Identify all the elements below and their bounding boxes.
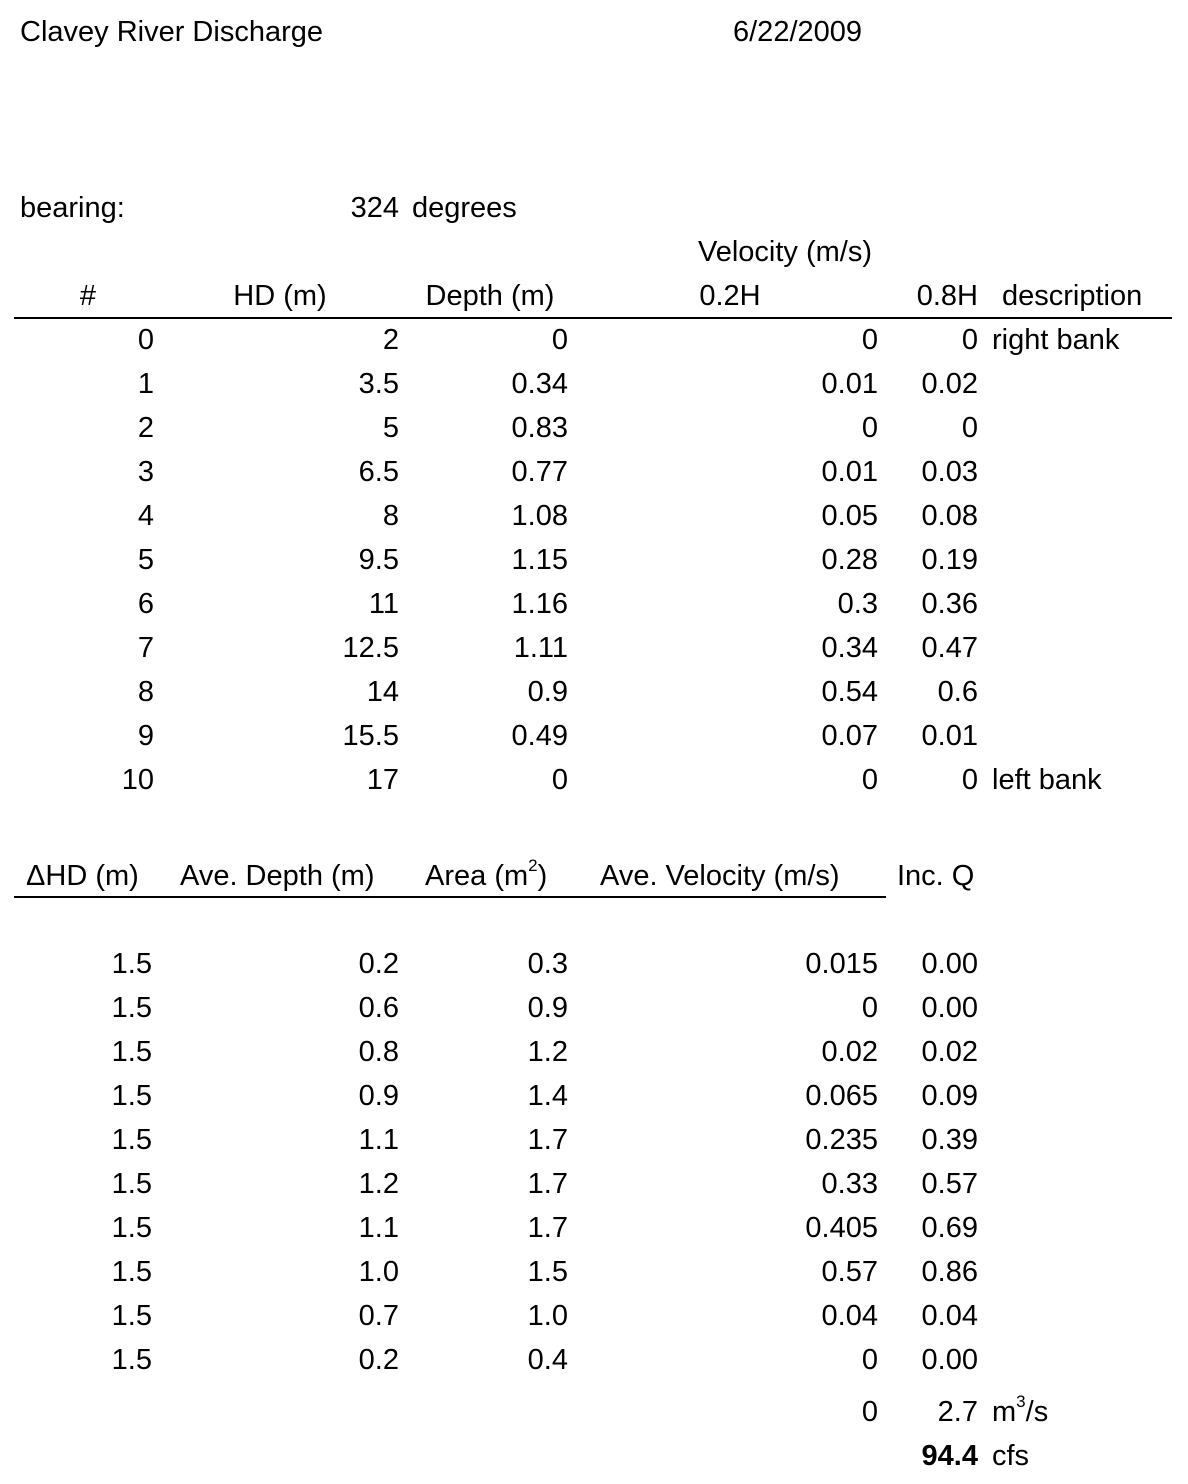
bearing-value: 324 <box>350 192 399 224</box>
cell-depth: 0.83 <box>511 412 568 444</box>
table2-header-row <box>0 854 1188 898</box>
cell-area: 1.4 <box>527 1080 568 1112</box>
col-header-dhd: ΔHD (m) <box>26 860 139 892</box>
cell-dhd: 1.5 <box>111 948 152 980</box>
table-row <box>0 406 1188 450</box>
cell-depth: 1.11 <box>513 632 568 664</box>
cell-v08: 0 <box>961 412 978 444</box>
cell-inc-q: 0.04 <box>921 1300 978 1332</box>
bearing-unit: degrees <box>412 192 517 224</box>
col-header-v08: 0.8H <box>916 280 978 312</box>
total-q-metric-unit-tail: /s <box>1025 1396 1049 1428</box>
cell-avg-depth: 1.2 <box>358 1168 399 1200</box>
cell-hd: 15.5 <box>342 720 399 752</box>
cell-num: 0 <box>137 324 154 356</box>
cell-v08: 0 <box>961 324 978 356</box>
table-row <box>0 1206 1188 1250</box>
cell-desc: right bank <box>992 324 1120 356</box>
col-header-area-close: ) <box>537 860 548 892</box>
cell-avg-depth: 0.2 <box>358 1344 399 1376</box>
table-row <box>0 494 1188 538</box>
cell-num: 7 <box>137 632 154 664</box>
cell-dhd: 1.5 <box>111 1036 152 1068</box>
cell-area: 1.0 <box>527 1300 568 1332</box>
table-row <box>0 1338 1188 1382</box>
cell-num: 10 <box>121 764 154 796</box>
cell-num: 4 <box>137 500 154 532</box>
cell-inc-q: 0.86 <box>921 1256 978 1288</box>
cell-hd: 6.5 <box>358 456 399 488</box>
cell-area: 1.2 <box>527 1036 568 1068</box>
cell-dhd: 1.5 <box>111 1168 152 1200</box>
cell-num: 8 <box>137 676 154 708</box>
cell-hd: 12.5 <box>342 632 399 664</box>
cell-num: 1 <box>137 368 154 400</box>
cell-inc-q: 0.00 <box>921 948 978 980</box>
table-row <box>0 538 1188 582</box>
table-row <box>0 1118 1188 1162</box>
cell-desc: left bank <box>992 764 1102 796</box>
cell-inc-q: 0.00 <box>921 992 978 1024</box>
col-header-area-sup: 2 <box>528 856 538 876</box>
cell-num: 9 <box>137 720 154 752</box>
table-row <box>0 986 1188 1030</box>
cell-hd: 9.5 <box>358 544 399 576</box>
col-header-area-text: Area (m <box>425 860 529 892</box>
col-header-inc-q: Inc. Q <box>897 860 975 892</box>
total-avg-vel: 0 <box>861 1396 878 1428</box>
cell-avg-depth: 1.1 <box>358 1212 399 1244</box>
col-header-area <box>425 854 547 898</box>
cell-v02: 0.54 <box>821 676 878 708</box>
totals-row-cfs <box>0 1434 1188 1478</box>
velocity-group-header: Velocity (m/s) <box>697 236 873 268</box>
cell-depth: 0 <box>551 764 568 796</box>
table-row <box>0 1250 1188 1294</box>
total-q-metric: 2.7 <box>937 1396 978 1428</box>
cell-inc-q: 0.69 <box>921 1212 978 1244</box>
cell-v08: 0.47 <box>921 632 978 664</box>
cell-v08: 0.19 <box>921 544 978 576</box>
cell-avg-vel: 0.33 <box>821 1168 878 1200</box>
table-row <box>0 626 1188 670</box>
cell-area: 0.4 <box>527 1344 568 1376</box>
cell-v02: 0.01 <box>821 368 878 400</box>
cell-hd: 11 <box>368 588 399 620</box>
cell-dhd: 1.5 <box>111 1080 152 1112</box>
cell-inc-q: 0.00 <box>921 1344 978 1376</box>
col-header-avg-depth: Ave. Depth (m) <box>180 860 375 892</box>
cell-inc-q: 0.09 <box>921 1080 978 1112</box>
cell-v08: 0.01 <box>921 720 978 752</box>
cell-dhd: 1.5 <box>111 1124 152 1156</box>
cell-hd: 5 <box>382 412 399 444</box>
cell-avg-vel: 0.015 <box>805 948 878 980</box>
cell-avg-depth: 0.9 <box>358 1080 399 1112</box>
cell-v08: 0 <box>961 764 978 796</box>
table-row <box>0 1294 1188 1338</box>
cell-v02: 0.34 <box>821 632 878 664</box>
cell-avg-vel: 0.405 <box>805 1212 878 1244</box>
table-row <box>0 1030 1188 1074</box>
cell-v08: 0.02 <box>921 368 978 400</box>
cell-depth: 1.15 <box>511 544 568 576</box>
cell-dhd: 1.5 <box>111 992 152 1024</box>
document-title: Clavey River Discharge <box>20 16 323 48</box>
cell-avg-vel: 0.065 <box>805 1080 878 1112</box>
cell-v08: 0.36 <box>921 588 978 620</box>
cell-hd: 14 <box>366 676 399 708</box>
col-header-v02: 0.2H <box>699 280 761 312</box>
cell-inc-q: 0.39 <box>921 1124 978 1156</box>
cell-num: 5 <box>137 544 154 576</box>
cell-v02: 0.3 <box>837 588 878 620</box>
cell-dhd: 1.5 <box>111 1256 152 1288</box>
cell-area: 1.7 <box>527 1168 568 1200</box>
cell-avg-vel: 0.04 <box>821 1300 878 1332</box>
cell-v02: 0 <box>861 764 878 796</box>
cell-depth: 0.77 <box>511 456 568 488</box>
cell-v02: 0.05 <box>821 500 878 532</box>
cell-dhd: 1.5 <box>111 1212 152 1244</box>
cell-v08: 0.6 <box>937 676 978 708</box>
cell-area: 1.7 <box>527 1124 568 1156</box>
cell-depth: 0.49 <box>511 720 568 752</box>
cell-avg-depth: 0.8 <box>358 1036 399 1068</box>
cell-depth: 1.16 <box>511 588 568 620</box>
cell-hd: 3.5 <box>358 368 399 400</box>
cell-num: 2 <box>137 412 154 444</box>
cell-v02: 0.07 <box>821 720 878 752</box>
cell-depth: 0 <box>551 324 568 356</box>
cell-avg-vel: 0.02 <box>821 1036 878 1068</box>
cell-dhd: 1.5 <box>111 1300 152 1332</box>
cell-v08: 0.08 <box>921 500 978 532</box>
cell-num: 6 <box>137 588 154 620</box>
cell-area: 0.3 <box>527 948 568 980</box>
cell-avg-vel: 0.235 <box>805 1124 878 1156</box>
cell-hd: 17 <box>366 764 399 796</box>
table-row <box>0 1074 1188 1118</box>
total-q-cfs: 94.4 <box>921 1440 978 1472</box>
col-header-hd: HD (m) <box>233 280 327 312</box>
col-header-num: # <box>79 280 97 312</box>
cell-avg-vel: 0 <box>861 992 878 1024</box>
cell-inc-q: 0.57 <box>921 1168 978 1200</box>
cell-avg-depth: 0.6 <box>358 992 399 1024</box>
table-row <box>0 582 1188 626</box>
cell-v02: 0.28 <box>821 544 878 576</box>
total-q-cfs-unit: cfs <box>992 1440 1030 1472</box>
table-row <box>0 942 1188 986</box>
cell-inc-q: 0.02 <box>921 1036 978 1068</box>
table-row <box>0 318 1188 362</box>
table-row <box>0 714 1188 758</box>
cell-avg-depth: 0.2 <box>358 948 399 980</box>
cell-v02: 0.01 <box>821 456 878 488</box>
total-q-metric-unit-m: m <box>992 1396 1017 1428</box>
total-q-metric-unit-sup: 3 <box>1016 1392 1026 1412</box>
cell-area: 0.9 <box>527 992 568 1024</box>
total-q-metric-unit <box>992 1390 1048 1434</box>
cell-avg-depth: 0.7 <box>358 1300 399 1332</box>
table1-header-row <box>0 274 1188 318</box>
cell-depth: 1.08 <box>511 500 568 532</box>
table-row <box>0 362 1188 406</box>
cell-depth: 0.34 <box>511 368 568 400</box>
cell-area: 1.7 <box>527 1212 568 1244</box>
cell-area: 1.5 <box>527 1256 568 1288</box>
col-header-depth: Depth (m) <box>425 280 555 312</box>
cell-avg-depth: 1.0 <box>358 1256 399 1288</box>
cell-depth: 0.9 <box>527 676 568 708</box>
cell-avg-depth: 1.1 <box>358 1124 399 1156</box>
cell-avg-vel: 0 <box>861 1344 878 1376</box>
table-row <box>0 758 1188 802</box>
cell-num: 3 <box>137 456 154 488</box>
col-header-avg-vel: Ave. Velocity (m/s) <box>600 860 840 892</box>
table-row <box>0 450 1188 494</box>
cell-hd: 2 <box>382 324 399 356</box>
cell-v02: 0 <box>861 324 878 356</box>
bearing-label: bearing: <box>20 192 125 224</box>
cell-avg-vel: 0.57 <box>821 1256 878 1288</box>
table-row <box>0 670 1188 714</box>
cell-v08: 0.03 <box>921 456 978 488</box>
cell-hd: 8 <box>382 500 399 532</box>
cell-v02: 0 <box>861 412 878 444</box>
table-row <box>0 1162 1188 1206</box>
totals-row-metric <box>0 1390 1188 1434</box>
table2-header-rule <box>14 896 886 898</box>
document-date: 6/22/2009 <box>733 16 863 48</box>
cell-dhd: 1.5 <box>111 1344 152 1376</box>
col-header-desc: description <box>1002 280 1143 312</box>
